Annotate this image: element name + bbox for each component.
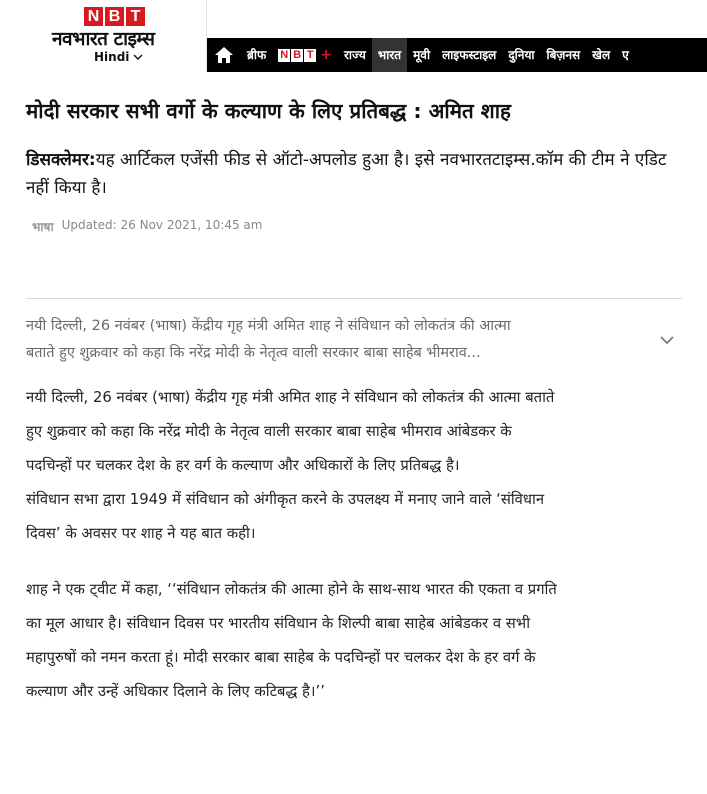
- body-line: दिवस’ के अवसर पर शाह ने यह बात कही।: [26, 525, 256, 542]
- language-label: Hindi: [94, 50, 130, 64]
- nbt-logo[interactable]: [84, 7, 145, 27]
- article-body: [26, 381, 686, 709]
- chevron-down-icon: [133, 52, 143, 62]
- nav-item-business[interactable]: बिज़नस: [546, 48, 581, 62]
- body-line: संविधान सभा द्वारा 1949 में संविधान को अंगीकृत करने के उपलक्ष्य में मनाए जाने वाले ‘संविधान: [26, 491, 545, 508]
- language-selector[interactable]: [94, 50, 143, 64]
- body-line: महापुरुषों को नमन करता हूं। मोदी सरकार बाबा साहेब के पदचिन्हों पर चलकर देश के हर वर्ग के: [26, 649, 536, 666]
- nav-item-movies[interactable]: मूवी: [413, 48, 431, 62]
- summary-line: नयी दिल्ली, 26 नवंबर (भाषा) केंद्रीय गृह मंत्री अमित शाह ने संविधान को लोकतंत्र की आत्मा: [26, 318, 511, 334]
- nav-item-india[interactable]: भारत: [372, 38, 407, 72]
- disclaimer-text: यह आर्टिकल एजेंसी फीड से ऑटो-अपलोड हुआ है। इसे नवभारतटाइम्स.कॉम की टीम ने एडिट नहीं किया है।: [26, 150, 667, 198]
- nbt-plus-letter: T: [304, 49, 316, 62]
- nav-item-more[interactable]: ए: [622, 48, 629, 62]
- nbt-plus-letter: N: [278, 49, 290, 62]
- body-line: का मूल आधार है। संविधान दिवस पर भारतीय संविधान के शिल्पी बाबा साहेब आंबेडकर व सभी: [26, 615, 531, 632]
- logo-letter: T: [126, 7, 145, 26]
- nav-item-lifestyle[interactable]: लाइफस्टाइल: [442, 48, 497, 62]
- logo-letter: B: [105, 7, 124, 26]
- logo-hindi-wordmark[interactable]: नवभारत टाइम्स: [52, 28, 155, 50]
- main-nav: [207, 38, 707, 72]
- summary-line: बताते हुए शुक्रवार को कहा कि नरेंद्र मोदी के नेतृत्व वाली सरकार बाबा साहेब भीमराव...: [26, 345, 481, 361]
- body-paragraph: [26, 381, 686, 551]
- disclaimer-label: डिसक्लेमर:: [26, 150, 96, 170]
- nav-item-states[interactable]: राज्य: [343, 48, 366, 62]
- body-line: कल्याण और उन्हें अधिकार दिलाने के लिए कटिबद्ध है।’’: [26, 683, 325, 700]
- nav-item-sports[interactable]: खेल: [592, 48, 611, 62]
- nav-item-world[interactable]: दुनिया: [508, 48, 535, 62]
- nav-item-nbt-plus[interactable]: [272, 38, 338, 72]
- home-button[interactable]: [207, 38, 241, 72]
- disclaimer: [26, 146, 686, 202]
- body-line: शाह ने एक ट्वीट में कहा, ‘‘संविधान लोकतंत्र की आत्मा होने के साथ-साथ भारत की एकता व प्रगति: [26, 581, 557, 598]
- logo-letter: N: [84, 7, 103, 26]
- nav-item-brief[interactable]: ब्रीफ: [247, 48, 267, 62]
- byline: [32, 218, 262, 235]
- divider: [26, 298, 682, 299]
- plus-icon: +: [320, 47, 332, 63]
- chevron-down-icon[interactable]: [656, 332, 678, 348]
- home-icon: [214, 46, 234, 64]
- article-title: मोदी सरकार सभी वर्गो के कल्याण के लिए प्रतिबद्ध : अमित शाह: [26, 99, 511, 123]
- logo-area[interactable]: [0, 0, 207, 72]
- article-summary[interactable]: [26, 313, 646, 367]
- body-line: हुए शुक्रवार को कहा कि नरेंद्र मोदी के नेतृत्व वाली सरकार बाबा साहेब भीमराव आंबेडकर के: [26, 423, 512, 440]
- body-line: नयी दिल्ली, 26 नवंबर (भाषा) केंद्रीय गृह मंत्री अमित शाह ने संविधान को लोकतंत्र की आत्मा बताते: [26, 389, 555, 406]
- body-line: पदचिन्हों पर चलकर देश के हर वर्ग के कल्याण और अधिकारों के लिए प्रतिबद्ध है।: [26, 457, 460, 474]
- updated-timestamp: Updated: 26 Nov 2021, 10:45 am: [61, 218, 263, 232]
- nbt-plus-letter: B: [291, 49, 303, 62]
- body-paragraph: [26, 573, 686, 709]
- source-name[interactable]: भाषा: [32, 220, 54, 234]
- site-header: [0, 0, 707, 72]
